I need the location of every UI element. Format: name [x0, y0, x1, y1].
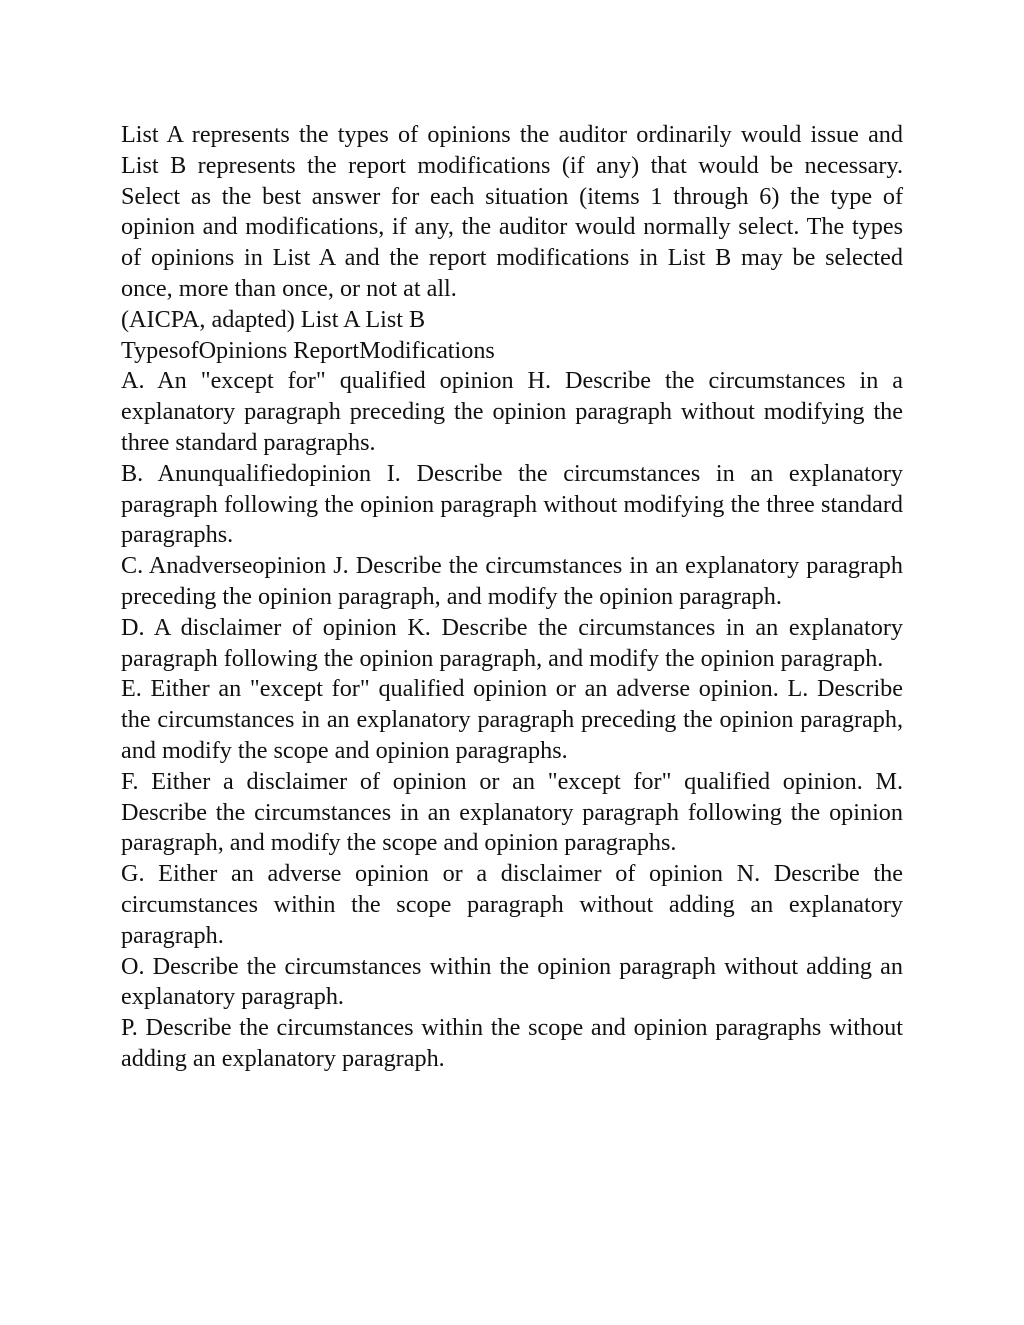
document-page	[121, 120, 903, 1075]
item-p: P. Describe the circumstances within the scope and opinion paragraphs without adding an explanatory paragraph.	[121, 1014, 903, 1072]
item-o: O. Describe the circumstances within the opinion paragraph without adding an explanatory paragraph.	[121, 952, 903, 1011]
item-d-k: D. A disclaimer of opinion K. Describe the circumstances in an explanatory paragraph following the opinion paragraph, and modify the opinion paragraph.	[121, 613, 903, 672]
item-b-i: B. Anunqualifiedopinion I. Describe the circumstances in an explanatory paragraph following the opinion paragraph without modifying the three standard paragraphs.	[121, 459, 903, 549]
source-line: (AICPA, adapted) List A List B	[121, 305, 426, 333]
item-e-l: E. Either an "except for" qualified opinion or an adverse opinion. L. Describe the circumstances in an explanatory paragraph preceding the opinion paragraph, and modify the scope and opinion paragraphs.	[121, 675, 903, 764]
intro-paragraph: List A represents the types of opinions the auditor ordinarily would issue and List B represents the report modifications (if any) that would be necessary. Select as the best answer for each situation (items 1 through 6) the type of opinion and modifications, if any, the auditor would normally select. The types of opinions in List A and the report modifications in List B may be selected once, more than once, or not at all.	[121, 121, 903, 302]
item-g-n: G. Either an adverse opinion or a disclaimer of opinion N. Describe the circumstances within the scope paragraph without adding an explanatory paragraph.	[121, 860, 903, 949]
list-headings: TypesofOpinions ReportModifications	[121, 336, 495, 364]
item-f-m: F. Either a disclaimer of opinion or an "except for" qualified opinion. M. Describe the circumstances in an explanatory paragraph following the opinion paragraph, and modify the scope and opinion paragraphs.	[121, 767, 903, 857]
item-c-j: C. Anadverseopinion J. Describe the circumstances in an explanatory paragraph preceding the opinion paragraph, and modify the opinion paragraph.	[121, 552, 903, 610]
item-a-h: A. An "except for" qualified opinion H. Describe the circumstances in a explanatory paragraph preceding the opinion paragraph without modifying the three standard paragraphs.	[121, 367, 903, 456]
